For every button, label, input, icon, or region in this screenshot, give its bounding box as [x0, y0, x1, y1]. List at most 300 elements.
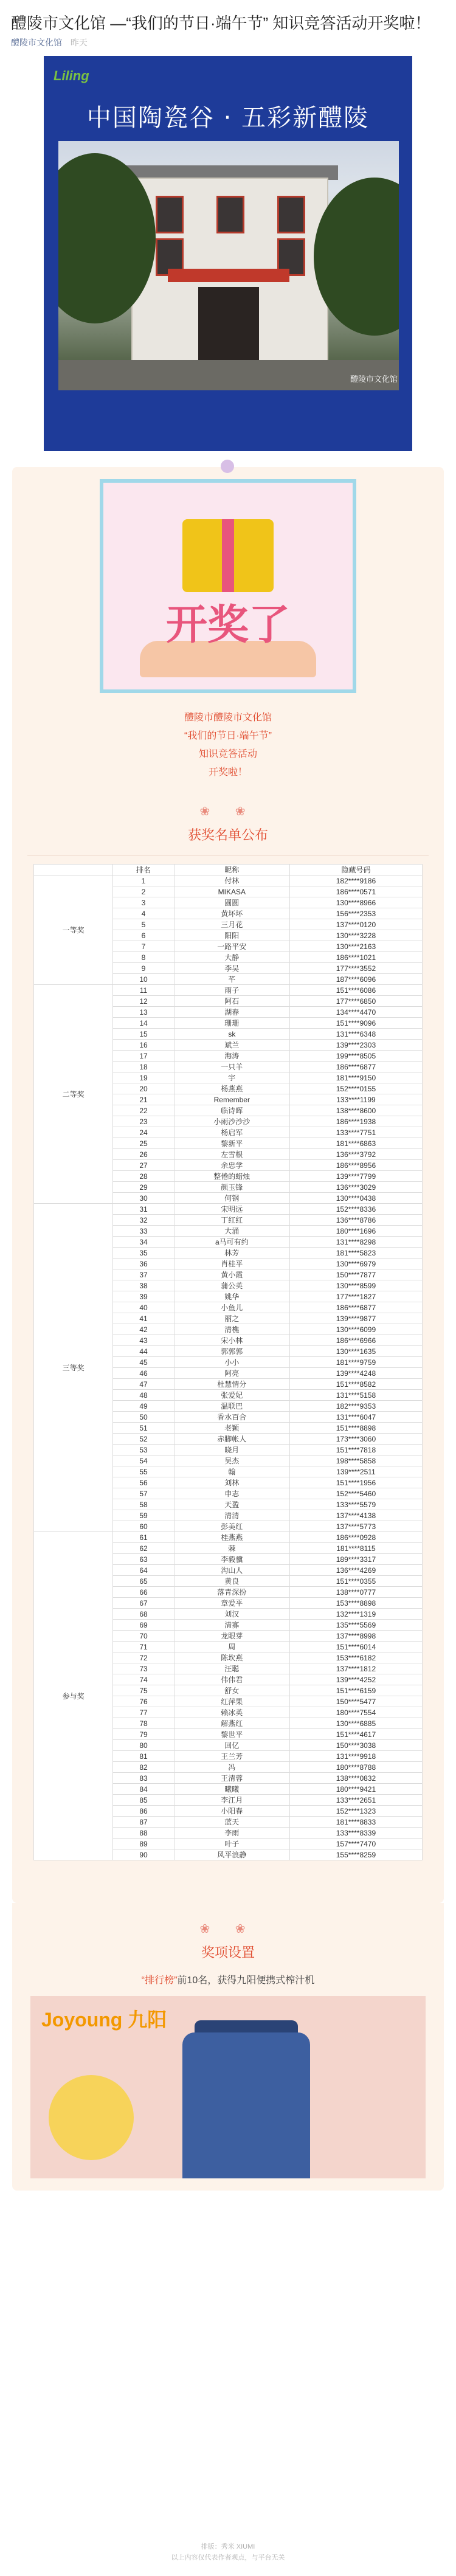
table-header-row [34, 865, 423, 875]
nick-cell: 宇 [174, 1072, 289, 1083]
phone-cell: 151****4617 [289, 1729, 422, 1740]
phone-cell: 137****8998 [289, 1631, 422, 1642]
phone-cell: 137****0120 [289, 919, 422, 930]
rank-cell: 27 [113, 1160, 174, 1171]
phone-cell: 187****6096 [289, 974, 422, 985]
rank-cell: 74 [113, 1674, 174, 1685]
phone-cell: 186****6877 [289, 1062, 422, 1072]
nick-cell: 章爱平 [174, 1598, 289, 1609]
nick-cell: 大涌 [174, 1226, 289, 1237]
phone-cell: 130****6885 [289, 1718, 422, 1729]
notice-card [12, 467, 444, 1903]
phone-cell: 173****3060 [289, 1434, 422, 1445]
phone-cell: 131****6348 [289, 1029, 422, 1040]
rank-cell: 41 [113, 1313, 174, 1324]
rank-cell: 5 [113, 919, 174, 930]
phone-cell: 150****7877 [289, 1269, 422, 1280]
rank-cell: 36 [113, 1259, 174, 1269]
flower-icon: ❀ ❀ [199, 805, 257, 818]
nick-cell: 小小 [174, 1357, 289, 1368]
nick-cell: Remember [174, 1094, 289, 1105]
nick-cell: 蓝天 [174, 1817, 289, 1828]
rank-cell: 26 [113, 1149, 174, 1160]
rank-cell: 87 [113, 1817, 174, 1828]
nick-cell: 翰 [174, 1466, 289, 1477]
nick-cell: 斌兰 [174, 1040, 289, 1051]
rank-cell: 9 [113, 963, 174, 974]
flower-icon: ❀ ❀ [199, 1922, 257, 1936]
nick-cell: 宋明远 [174, 1204, 289, 1215]
phone-cell: 139****9877 [289, 1313, 422, 1324]
nick-cell: 小雨沙沙沙 [174, 1116, 289, 1127]
rank-cell: 57 [113, 1488, 174, 1499]
phone-cell: 131****6047 [289, 1412, 422, 1423]
rank-cell: 1 [113, 875, 174, 886]
phone-cell: 130****3228 [289, 930, 422, 941]
nick-cell: 陈坎燕 [174, 1652, 289, 1663]
rank-cell: 77 [113, 1707, 174, 1718]
nick-cell: 阿亮 [174, 1368, 289, 1379]
rank-cell: 81 [113, 1751, 174, 1762]
phone-cell: 152****5460 [289, 1488, 422, 1499]
prize-word: 开奖了 [165, 601, 290, 649]
rank-cell: 66 [113, 1587, 174, 1598]
rank-cell: 31 [113, 1204, 174, 1215]
rank-cell: 59 [113, 1510, 174, 1521]
nick-cell: 刘林 [174, 1477, 289, 1488]
rank-cell: 67 [113, 1598, 174, 1609]
rank-cell: 53 [113, 1445, 174, 1455]
tier-label: 一等奖 [34, 875, 113, 985]
phone-cell: 198****5858 [289, 1455, 422, 1466]
phone-cell: 136****3029 [289, 1182, 422, 1193]
rank-cell: 24 [113, 1127, 174, 1138]
phone-cell: 130****6979 [289, 1259, 422, 1269]
decor-dot [221, 460, 234, 473]
nick-cell: 杜慧情分 [174, 1379, 289, 1390]
phone-cell: 153****6182 [289, 1652, 422, 1663]
nick-cell: 曦曦 [174, 1784, 289, 1795]
rank-cell: 65 [113, 1576, 174, 1587]
phone-cell: 130****6099 [289, 1324, 422, 1335]
announce-line: “我们的节日·端午节” [184, 731, 272, 741]
brand-logo: Joyoung 九阳 [41, 2009, 167, 2031]
rank-cell: 71 [113, 1642, 174, 1652]
winners-section-head [12, 804, 444, 855]
phone-cell: 180****1696 [289, 1226, 422, 1237]
nick-cell: 回亿 [174, 1740, 289, 1751]
nick-cell: 赤脚帐人 [174, 1434, 289, 1445]
rank-cell: 51 [113, 1423, 174, 1434]
culture-center-photo [58, 141, 399, 390]
phone-cell: 186****0571 [289, 886, 422, 897]
rank-cell: 39 [113, 1291, 174, 1302]
table-row [34, 1532, 423, 1543]
rank-cell: 85 [113, 1795, 174, 1806]
phone-cell: 177****6850 [289, 996, 422, 1007]
phone-cell: 131****9918 [289, 1751, 422, 1762]
nick-cell: 芊 [174, 974, 289, 985]
phone-cell: 151****9096 [289, 1018, 422, 1029]
rank-cell: 80 [113, 1740, 174, 1751]
phone-cell: 199****8505 [289, 1051, 422, 1062]
prize-illustration [100, 479, 356, 693]
nick-cell: 阳阳 [174, 930, 289, 941]
phone-cell: 151****8898 [289, 1423, 422, 1434]
tier-label: 三等奖 [34, 1204, 113, 1532]
rank-cell: 35 [113, 1248, 174, 1259]
table-row [34, 1204, 423, 1215]
rank-cell: 50 [113, 1412, 174, 1423]
phone-header: 隐藏号码 [289, 865, 422, 875]
phone-cell: 180****7554 [289, 1707, 422, 1718]
phone-cell: 130****0438 [289, 1193, 422, 1204]
rank-cell: 58 [113, 1499, 174, 1510]
phone-cell: 180****9421 [289, 1784, 422, 1795]
nick-cell: 临诗晖 [174, 1105, 289, 1116]
phone-cell: 130****1635 [289, 1346, 422, 1357]
rank-cell: 73 [113, 1663, 174, 1674]
rank-cell: 56 [113, 1477, 174, 1488]
nick-cell: 李雨 [174, 1828, 289, 1839]
footer-line: 排版：秀米 XIUMI [201, 2543, 255, 2550]
nick-cell: 李江月 [174, 1795, 289, 1806]
phone-cell: 136****8786 [289, 1215, 422, 1226]
nick-cell: 龙眼芽 [174, 1631, 289, 1642]
phone-cell: 137****4138 [289, 1510, 422, 1521]
phone-cell: 181****9150 [289, 1072, 422, 1083]
rank-cell: 52 [113, 1434, 174, 1445]
nick-cell: 姚华 [174, 1291, 289, 1302]
rank-cell: 21 [113, 1094, 174, 1105]
rank-cell: 37 [113, 1269, 174, 1280]
nick-cell: 黄小霞 [174, 1269, 289, 1280]
nick-cell: 黄坏坏 [174, 908, 289, 919]
rank-cell: 33 [113, 1226, 174, 1237]
footer [0, 2541, 456, 2563]
nick-cell: 张爱妃 [174, 1390, 289, 1401]
rank-cell: 32 [113, 1215, 174, 1226]
rank-cell: 82 [113, 1762, 174, 1773]
phone-cell: 138****0777 [289, 1587, 422, 1598]
phone-cell: 136****3792 [289, 1149, 422, 1160]
nick-cell: 丁红红 [174, 1215, 289, 1226]
announce-line: 知识竞答活动 [198, 749, 257, 759]
nick-cell: 阿石 [174, 996, 289, 1007]
phone-cell: 133****8339 [289, 1828, 422, 1839]
phone-cell: 181****8115 [289, 1543, 422, 1554]
phone-cell: 133****5579 [289, 1499, 422, 1510]
nick-cell: 珊珊 [174, 1018, 289, 1029]
rank-cell: 16 [113, 1040, 174, 1051]
nick-cell: 郭郭郭 [174, 1346, 289, 1357]
nick-cell: 沟山人 [174, 1565, 289, 1576]
phone-cell: 139****2511 [289, 1466, 422, 1477]
phone-cell: 130****8599 [289, 1280, 422, 1291]
rank-cell: 84 [113, 1784, 174, 1795]
rank-cell: 7 [113, 941, 174, 952]
tier-label: 二等奖 [34, 985, 113, 1204]
nick-cell: 王清蓉 [174, 1773, 289, 1784]
rank-cell: 22 [113, 1105, 174, 1116]
nick-cell: 一路平安 [174, 941, 289, 952]
winners-title: 获奖名单公布 [187, 827, 268, 843]
award-prefix: “排行榜” [141, 1975, 178, 1986]
phone-cell: 151****1956 [289, 1477, 422, 1488]
phone-cell: 157****7470 [289, 1839, 422, 1849]
phone-cell: 132****1319 [289, 1609, 422, 1620]
phone-cell: 182****9353 [289, 1401, 422, 1412]
rank-cell: 38 [113, 1280, 174, 1291]
nick-cell: 老颖 [174, 1423, 289, 1434]
nick-cell: 圆圆 [174, 897, 289, 908]
rank-cell: 4 [113, 908, 174, 919]
announce-line: 开奖啦！ [208, 767, 247, 778]
nick-cell: 刘汉 [174, 1609, 289, 1620]
nick-cell: 叶子 [174, 1839, 289, 1849]
nick-cell: 黎新平 [174, 1138, 289, 1149]
phone-cell: 151****6014 [289, 1642, 422, 1652]
phone-cell: 186****6966 [289, 1335, 422, 1346]
nick-cell: 丽之 [174, 1313, 289, 1324]
nick-cell: 余忠学 [174, 1160, 289, 1171]
rank-cell: 75 [113, 1685, 174, 1696]
rank-cell: 69 [113, 1620, 174, 1631]
nick-cell: 舒女 [174, 1685, 289, 1696]
phone-cell: 186****0928 [289, 1532, 422, 1543]
nick-cell: 小鱼儿 [174, 1302, 289, 1313]
nick-cell: 黎世平 [174, 1729, 289, 1740]
nick-cell: 杨启军 [174, 1127, 289, 1138]
nick-cell: 杨燕燕 [174, 1083, 289, 1094]
nick-cell: 清樵 [174, 1324, 289, 1335]
nick-cell: 天盈 [174, 1499, 289, 1510]
nick-cell: 颜玉锋 [174, 1182, 289, 1193]
nick-cell: 伟伟君 [174, 1674, 289, 1685]
phone-cell: 151****6086 [289, 985, 422, 996]
rank-cell: 54 [113, 1455, 174, 1466]
rank-cell: 46 [113, 1368, 174, 1379]
phone-cell: 186****6877 [289, 1302, 422, 1313]
article-title: 醴陵市文化馆 —“我们的节日·端午节” 知识竞答活动开奖啦！ [11, 14, 431, 32]
rank-cell: 90 [113, 1849, 174, 1860]
phone-cell: 151****6159 [289, 1685, 422, 1696]
publish-time: 昨天 [70, 38, 88, 47]
nick-cell: 清寡 [174, 1620, 289, 1631]
table-row [34, 985, 423, 996]
rank-cell: 55 [113, 1466, 174, 1477]
nick-cell: 小阳春 [174, 1806, 289, 1817]
phone-cell: 139****4252 [289, 1674, 422, 1685]
nick-cell: 雨子 [174, 985, 289, 996]
phone-cell: 139****4248 [289, 1368, 422, 1379]
rank-cell: 30 [113, 1193, 174, 1204]
rank-cell: 13 [113, 1007, 174, 1018]
nick-cell: 何钢 [174, 1193, 289, 1204]
nick-cell: 左雪根 [174, 1149, 289, 1160]
phone-cell: 130****2163 [289, 941, 422, 952]
nick-cell: 解燕红 [174, 1718, 289, 1729]
nick-cell: 整倦的蜡烛 [174, 1171, 289, 1182]
nick-cell: 吴杰 [174, 1455, 289, 1466]
phone-cell: 133****7751 [289, 1127, 422, 1138]
rank-cell: 48 [113, 1390, 174, 1401]
phone-cell: 156****2353 [289, 908, 422, 919]
phone-cell: 181****5823 [289, 1248, 422, 1259]
juicer-product-image [30, 1996, 426, 2178]
rank-cell: 79 [113, 1729, 174, 1740]
nick-cell: a马可有约 [174, 1237, 289, 1248]
phone-cell: 189****3317 [289, 1554, 422, 1565]
nick-cell: 香水百合 [174, 1412, 289, 1423]
rank-cell: 89 [113, 1839, 174, 1849]
rank-cell: 76 [113, 1696, 174, 1707]
awards-title: 奖项设置 [201, 1945, 255, 1960]
rank-cell: 28 [113, 1171, 174, 1182]
nick-cell: 温联巴 [174, 1401, 289, 1412]
rank-cell: 19 [113, 1072, 174, 1083]
nick-cell: 肖桂平 [174, 1259, 289, 1269]
award-description [12, 1972, 444, 1986]
tier-header [34, 865, 113, 875]
nick-cell: 棘 [174, 1543, 289, 1554]
nick-cell: 付林 [174, 875, 289, 886]
nick-cell: 一只羊 [174, 1062, 289, 1072]
hero-watermark: 醴陵市文化馆 [350, 375, 398, 384]
rank-cell: 45 [113, 1357, 174, 1368]
phone-cell: 137****1812 [289, 1663, 422, 1674]
rank-cell: 86 [113, 1806, 174, 1817]
nick-cell: 王兰芳 [174, 1751, 289, 1762]
table-row [34, 875, 423, 886]
awards-section-head [12, 1921, 444, 1961]
rank-cell: 17 [113, 1051, 174, 1062]
nick-cell: MIKASA [174, 886, 289, 897]
nick-cell: 蒲公英 [174, 1280, 289, 1291]
footer-line: 以上内容仅代表作者观点，与平台无关 [171, 2554, 285, 2561]
nick-cell: 湖春 [174, 1007, 289, 1018]
phone-cell: 152****1323 [289, 1806, 422, 1817]
nick-cell: 林芳 [174, 1248, 289, 1259]
rank-cell: 61 [113, 1532, 174, 1543]
phone-cell: 139****7799 [289, 1171, 422, 1182]
phone-cell: 182****9186 [289, 875, 422, 886]
nick-cell: 清清 [174, 1510, 289, 1521]
nick-cell: 宋小林 [174, 1335, 289, 1346]
rank-cell: 25 [113, 1138, 174, 1149]
rank-cell: 49 [113, 1401, 174, 1412]
phone-cell: 150****5477 [289, 1696, 422, 1707]
phone-cell: 130****8966 [289, 897, 422, 908]
phone-cell: 134****4470 [289, 1007, 422, 1018]
phone-cell: 133****2651 [289, 1795, 422, 1806]
rank-cell: 68 [113, 1609, 174, 1620]
nick-cell: 海涛 [174, 1051, 289, 1062]
nick-cell: 桂燕燕 [174, 1532, 289, 1543]
rank-cell: 3 [113, 897, 174, 908]
rank-cell: 23 [113, 1116, 174, 1127]
nick-cell: 彭美红 [174, 1521, 289, 1532]
nick-header: 昵称 [174, 865, 289, 875]
nick-cell: 大静 [174, 952, 289, 963]
nick-cell: 冯 [174, 1762, 289, 1773]
nick-cell: 周 [174, 1642, 289, 1652]
rank-cell: 72 [113, 1652, 174, 1663]
phone-cell: 151****7818 [289, 1445, 422, 1455]
hero-banner [44, 56, 412, 451]
rank-cell: 83 [113, 1773, 174, 1784]
nick-cell: 汪聪 [174, 1663, 289, 1674]
rank-cell: 44 [113, 1346, 174, 1357]
tier-label: 参与奖 [34, 1532, 113, 1860]
rank-cell: 15 [113, 1029, 174, 1040]
nick-cell: 红萍果 [174, 1696, 289, 1707]
rank-cell: 18 [113, 1062, 174, 1072]
phone-cell: 177****3552 [289, 963, 422, 974]
phone-cell: 181****9759 [289, 1357, 422, 1368]
rank-cell: 64 [113, 1565, 174, 1576]
phone-cell: 152****8336 [289, 1204, 422, 1215]
rank-cell: 14 [113, 1018, 174, 1029]
rank-cell: 43 [113, 1335, 174, 1346]
liling-logo: Liling [54, 68, 89, 83]
phone-cell: 153****8898 [289, 1598, 422, 1609]
rank-cell: 62 [113, 1543, 174, 1554]
phone-cell: 136****4269 [289, 1565, 422, 1576]
phone-cell: 137****5773 [289, 1521, 422, 1532]
phone-cell: 139****2303 [289, 1040, 422, 1051]
account-link[interactable]: 醴陵市文化馆 [11, 38, 62, 47]
phone-cell: 186****1021 [289, 952, 422, 963]
nick-cell: 申志 [174, 1488, 289, 1499]
phone-cell: 151****0355 [289, 1576, 422, 1587]
announce-line: 醴陵市醴陵市文化馆 [184, 713, 272, 723]
rank-cell: 11 [113, 985, 174, 996]
nick-cell: 三月花 [174, 919, 289, 930]
rank-cell: 20 [113, 1083, 174, 1094]
phone-cell: 150****3038 [289, 1740, 422, 1751]
phone-cell: 138****8600 [289, 1105, 422, 1116]
rank-cell: 40 [113, 1302, 174, 1313]
rank-cell: 6 [113, 930, 174, 941]
rank-cell: 12 [113, 996, 174, 1007]
rank-cell: 29 [113, 1182, 174, 1193]
rank-cell: 34 [113, 1237, 174, 1248]
announce-text [12, 709, 444, 782]
nick-cell: 李毅骥 [174, 1554, 289, 1565]
rank-cell: 10 [113, 974, 174, 985]
rank-cell: 42 [113, 1324, 174, 1335]
nick-cell: 赖冰英 [174, 1707, 289, 1718]
awards-card [12, 1903, 444, 2191]
phone-cell: 186****8956 [289, 1160, 422, 1171]
award-text: 前10名，获得九阳便携式榨汁机 [177, 1975, 315, 1986]
phone-cell: 133****1199 [289, 1094, 422, 1105]
phone-cell: 180****8788 [289, 1762, 422, 1773]
rank-cell: 2 [113, 886, 174, 897]
phone-cell: 131****5158 [289, 1390, 422, 1401]
phone-cell: 177****1827 [289, 1291, 422, 1302]
rank-cell: 78 [113, 1718, 174, 1729]
phone-cell: 135****5569 [289, 1620, 422, 1631]
nick-cell: sk [174, 1029, 289, 1040]
phone-cell: 181****8833 [289, 1817, 422, 1828]
phone-cell: 181****6863 [289, 1138, 422, 1149]
phone-cell: 131****8298 [289, 1237, 422, 1248]
nick-cell: 李吴 [174, 963, 289, 974]
rank-cell: 8 [113, 952, 174, 963]
phone-cell: 151****8582 [289, 1379, 422, 1390]
